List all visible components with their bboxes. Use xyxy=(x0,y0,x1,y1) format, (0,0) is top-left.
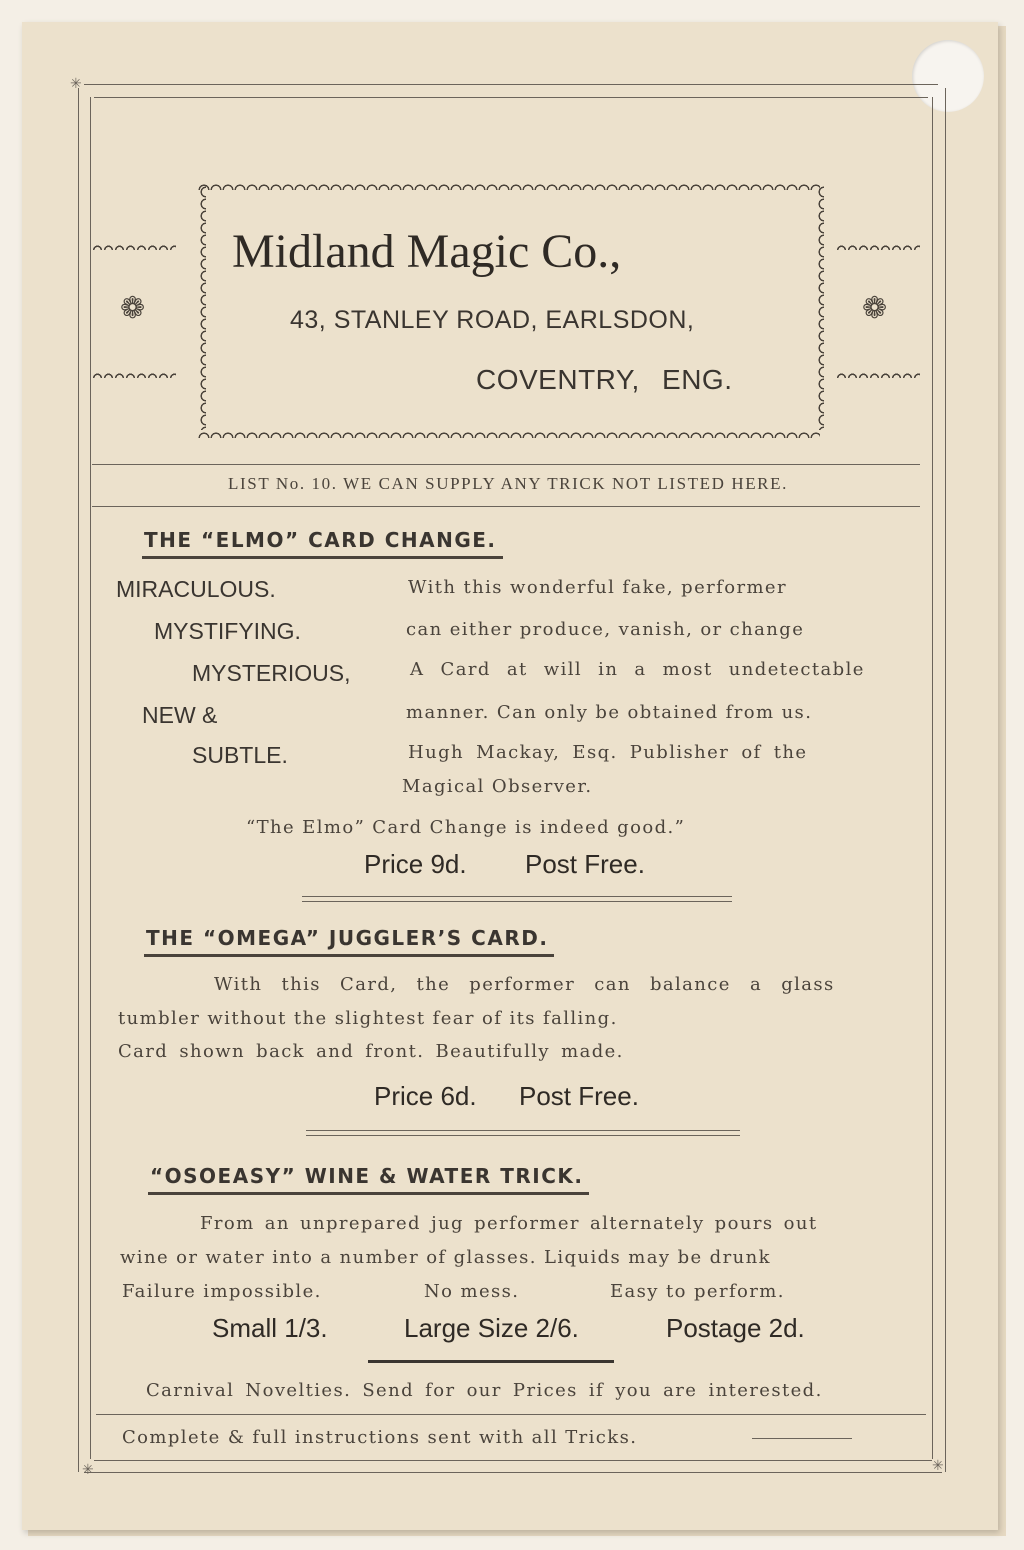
frame-top-wave xyxy=(198,178,820,190)
osoeasy-desc-line: wine or water into a number of glasses. Liquids may be drunk xyxy=(120,1247,771,1268)
elmo-price: Price 9d. xyxy=(364,849,467,879)
feature-mysterious: MYSTERIOUS, xyxy=(192,660,351,686)
elmo-desc-line: Hugh Mackay, Esq. Publisher of the xyxy=(408,742,808,763)
left-bottom-flourish xyxy=(92,368,176,378)
elmo-quote: “The Elmo” Card Change is indeed good.” xyxy=(246,817,686,838)
feature-miraculous: MIRACULOUS. xyxy=(116,576,276,602)
section-divider xyxy=(306,1130,740,1136)
border-right-outer xyxy=(945,88,946,1472)
omega-desc-line: tumbler without the slightest fear of its falling. xyxy=(118,1008,618,1029)
elmo-heading: THE “ELMO” CARD CHANGE. xyxy=(142,528,503,559)
right-top-flourish xyxy=(836,240,920,250)
elmo-desc-line: manner. Can only be obtained from us. xyxy=(406,702,813,723)
border-bottom-inner xyxy=(94,1460,932,1461)
list-rule-bottom xyxy=(92,506,920,507)
footer-instructions: Complete & full instructions sent with all Tricks. xyxy=(122,1427,638,1448)
osoeasy-easy: Easy to perform. xyxy=(610,1281,785,1302)
frame-bottom-wave xyxy=(198,426,820,438)
omega-price: Price 6d. xyxy=(374,1081,477,1111)
omega-post: Post Free. xyxy=(519,1081,639,1111)
osoeasy-desc-line: From an unprepared jug performer alternately pours out xyxy=(200,1213,818,1234)
carnival-line: Carnival Novelties. Send for our Prices if you are interested. xyxy=(146,1380,823,1401)
elmo-desc-line: Magical Observer. xyxy=(402,776,593,797)
border-right-inner xyxy=(932,97,933,1459)
omega-heading: THE “OMEGA” JUGGLER’S CARD. xyxy=(144,926,554,957)
osoeasy-no-mess: No mess. xyxy=(424,1281,520,1302)
footer-dash xyxy=(752,1438,852,1439)
company-name: Midland Magic Co., xyxy=(232,225,622,278)
address-line-1: 43, STANLEY ROAD, EARLSDON, xyxy=(290,306,695,334)
frame-left-wave xyxy=(194,186,206,430)
elmo-desc-line: A Card at will in a most undetectable xyxy=(410,659,865,680)
flower-ornament-icon: ❁ xyxy=(862,291,888,326)
border-left-inner xyxy=(90,97,91,1459)
border-top-inner xyxy=(94,97,928,98)
list-rule-top xyxy=(92,464,920,465)
corner-star-icon: ✳ xyxy=(932,1458,944,1474)
section-divider-thick xyxy=(368,1360,614,1363)
corner-star-icon: ✳ xyxy=(82,1462,94,1478)
feature-new: NEW & xyxy=(142,702,218,728)
feature-subtle: SUBTLE. xyxy=(192,742,288,768)
corner-star-icon: ✳ xyxy=(70,76,82,92)
osoeasy-heading: “OSOEASY” WINE & WATER TRICK. xyxy=(148,1164,589,1195)
punched-hole xyxy=(912,40,984,112)
flower-ornament-icon: ❁ xyxy=(120,291,146,326)
elmo-desc-line: can either produce, vanish, or change xyxy=(406,619,805,640)
right-bottom-flourish xyxy=(836,368,920,378)
footer-rule xyxy=(96,1414,926,1415)
elmo-desc-line: With this wonderful fake, performer xyxy=(408,577,787,598)
frame-right-wave xyxy=(812,186,824,430)
border-left-outer xyxy=(78,88,79,1472)
section-divider xyxy=(302,896,732,902)
osoeasy-small-price: Small 1/3. xyxy=(212,1313,328,1343)
feature-mystifying: MYSTIFYING. xyxy=(154,618,301,644)
osoeasy-postage: Postage 2d. xyxy=(666,1313,805,1343)
address-line-2: COVENTRY, ENG. xyxy=(476,364,733,395)
border-bottom-outer xyxy=(84,1472,942,1473)
list-number-line: LIST No. 10. WE CAN SUPPLY ANY TRICK NOT LISTED HERE. xyxy=(228,474,788,493)
elmo-post: Post Free. xyxy=(525,849,645,879)
border-top-outer xyxy=(84,84,938,85)
osoeasy-large-price: Large Size 2/6. xyxy=(404,1313,579,1343)
omega-desc-line: With this Card, the performer can balance a glass xyxy=(214,974,835,995)
omega-desc-line: Card shown back and front. Beautifully made. xyxy=(118,1041,624,1062)
osoeasy-failure: Failure impossible. xyxy=(122,1281,322,1302)
left-top-flourish xyxy=(92,240,176,250)
